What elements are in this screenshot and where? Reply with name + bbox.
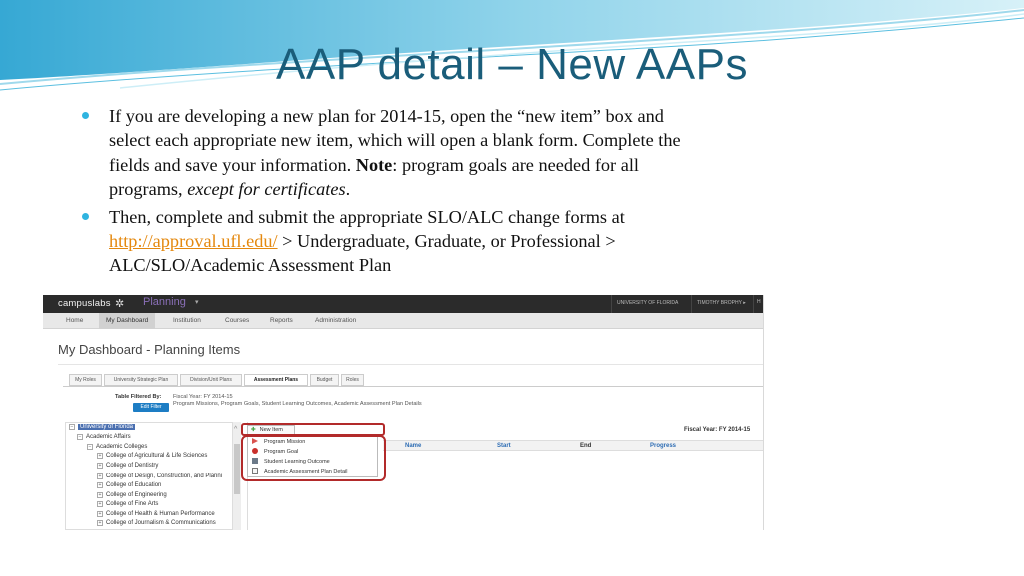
- menu-item-academic-assessment-plan-detail[interactable]: Academic Assessment Plan Detail: [252, 468, 347, 475]
- column-progress[interactable]: Progress: [650, 443, 677, 449]
- tab-university-strategic-plan[interactable]: University Strategic Plan: [104, 374, 178, 386]
- menu-item-student-learning-outcome[interactable]: Student Learning Outcome: [252, 458, 330, 465]
- tree-node[interactable]: + College of Fine Arts: [98, 501, 159, 507]
- nav-administration[interactable]: Administration: [315, 317, 357, 324]
- plus-icon: ✚: [251, 427, 256, 433]
- help-link[interactable]: H: [757, 299, 761, 305]
- tree-node[interactable]: + College of Design, Construction, and Planni: [98, 473, 223, 479]
- edit-filter-button[interactable]: Edit Filter: [133, 403, 169, 412]
- tree-node[interactable]: + College of Health & Human Performance: [98, 511, 215, 517]
- tree-node[interactable]: + College of Journalism & Communications: [98, 520, 216, 526]
- filter-description: Program Missions, Program Goals, Student Learning Outcomes, Academic Assessment Plan Details: [173, 401, 422, 407]
- tree-node[interactable]: + College of Agricultural & Life Sciences: [98, 453, 208, 459]
- divider: [753, 295, 754, 313]
- collapse-icon[interactable]: −: [78, 434, 82, 440]
- grid-fiscal-year: Fiscal Year: FY 2014-15: [684, 427, 751, 433]
- tab-budget[interactable]: Budget: [310, 374, 339, 386]
- expand-icon[interactable]: +: [98, 453, 102, 459]
- tree-node[interactable]: + College of Education: [98, 482, 162, 488]
- bullet-text: > Undergraduate, Graduate, or Professional > ALC/SLO/Academic Assessment Plan: [109, 231, 616, 276]
- module-switcher[interactable]: Planning: [143, 296, 186, 308]
- tree-node[interactable]: − Academic Colleges: [88, 444, 148, 450]
- divider: [63, 386, 764, 387]
- collapse-icon[interactable]: −: [88, 444, 92, 450]
- approval-link[interactable]: http://approval.ufl.edu/: [109, 231, 278, 252]
- menu-item-program-goal[interactable]: Program Goal: [252, 448, 298, 455]
- app-screenshot: [43, 295, 764, 530]
- bullet-text: If you are developing a new plan for 2014-15, open the “new item” box and select each appropriate new item, which will open a blank form. Complete the fields and save your information.: [109, 106, 681, 175]
- nav-home[interactable]: Home: [66, 317, 84, 324]
- university-label: UNIVERSITY OF FLORIDA: [617, 300, 679, 306]
- tab-assessment-plans[interactable]: Assessment Plans: [244, 374, 308, 386]
- tree-scrollbar[interactable]: [232, 422, 241, 530]
- caret-down-icon: ▾: [195, 299, 199, 306]
- divider: [58, 364, 764, 365]
- bullet-list: [80, 104, 710, 281]
- nav-my-dashboard[interactable]: My Dashboard: [99, 313, 155, 329]
- tab-roles[interactable]: Roles: [341, 374, 364, 386]
- snowflake-icon: ✲: [115, 298, 125, 310]
- filter-label: Table Filtered By:: [115, 394, 162, 400]
- tree-node[interactable]: − Academic Affairs: [78, 434, 131, 440]
- expand-icon[interactable]: +: [98, 520, 102, 526]
- expand-icon[interactable]: +: [98, 482, 102, 488]
- bullet-icon: [82, 112, 89, 119]
- tree-node[interactable]: + College of Engineering: [98, 492, 167, 498]
- expand-icon[interactable]: +: [98, 463, 102, 469]
- chevron-up-icon[interactable]: ^: [234, 426, 238, 433]
- divider: [691, 295, 692, 313]
- bullet-text: .: [345, 179, 351, 200]
- collapse-icon[interactable]: −: [70, 424, 74, 430]
- campuslabs-logo: campuslabs: [58, 298, 111, 309]
- menu-item-program-mission[interactable]: Program Mission: [252, 438, 305, 445]
- bullet-italic: except for certificates: [187, 179, 346, 200]
- bullet-icon: [82, 213, 89, 220]
- scrollbar-thumb[interactable]: [234, 444, 240, 494]
- expand-icon[interactable]: +: [98, 501, 102, 507]
- expand-icon[interactable]: +: [98, 511, 102, 517]
- bullet-item: [80, 205, 710, 278]
- divider: [611, 295, 612, 313]
- filter-fiscal-year: Fiscal Year: FY 2014-15: [173, 394, 233, 400]
- nav-institution[interactable]: Institution: [173, 317, 201, 324]
- tab-division-unit-plans[interactable]: Division/Unit Plans: [180, 374, 242, 386]
- tab-my-roles[interactable]: My Roles: [69, 374, 102, 386]
- bullet-bold: Note: [355, 154, 393, 175]
- column-end[interactable]: End: [580, 443, 592, 449]
- highlight-menu: [241, 435, 386, 481]
- expand-icon[interactable]: +: [98, 492, 102, 498]
- tree-node[interactable]: + College of Dentistry: [98, 463, 159, 469]
- user-menu[interactable]: TIMOTHY BROPHY ▸: [697, 300, 746, 306]
- top-bar: [43, 295, 764, 313]
- bullet-text: Then, complete and submit the appropriate SLO/ALC change forms at: [109, 206, 625, 227]
- page-title: My Dashboard - Planning Items: [58, 342, 241, 357]
- slide-title: AAP detail – New AAPs: [276, 40, 748, 89]
- bullet-text: : program goals are needed for all programs,: [109, 154, 639, 200]
- grid-header: [383, 440, 764, 451]
- tree-node[interactable]: − University of Florida: [70, 424, 134, 430]
- expand-icon[interactable]: +: [98, 473, 102, 479]
- nav-reports[interactable]: Reports: [270, 317, 293, 324]
- column-start[interactable]: Start: [497, 443, 511, 449]
- bullet-item: [80, 104, 710, 202]
- user-name: TIMOTHY BROPHY: [697, 300, 742, 306]
- main-nav: [43, 313, 764, 329]
- column-name[interactable]: Name: [405, 443, 422, 449]
- new-item-label: New Item: [259, 427, 283, 433]
- nav-courses[interactable]: Courses: [225, 317, 250, 324]
